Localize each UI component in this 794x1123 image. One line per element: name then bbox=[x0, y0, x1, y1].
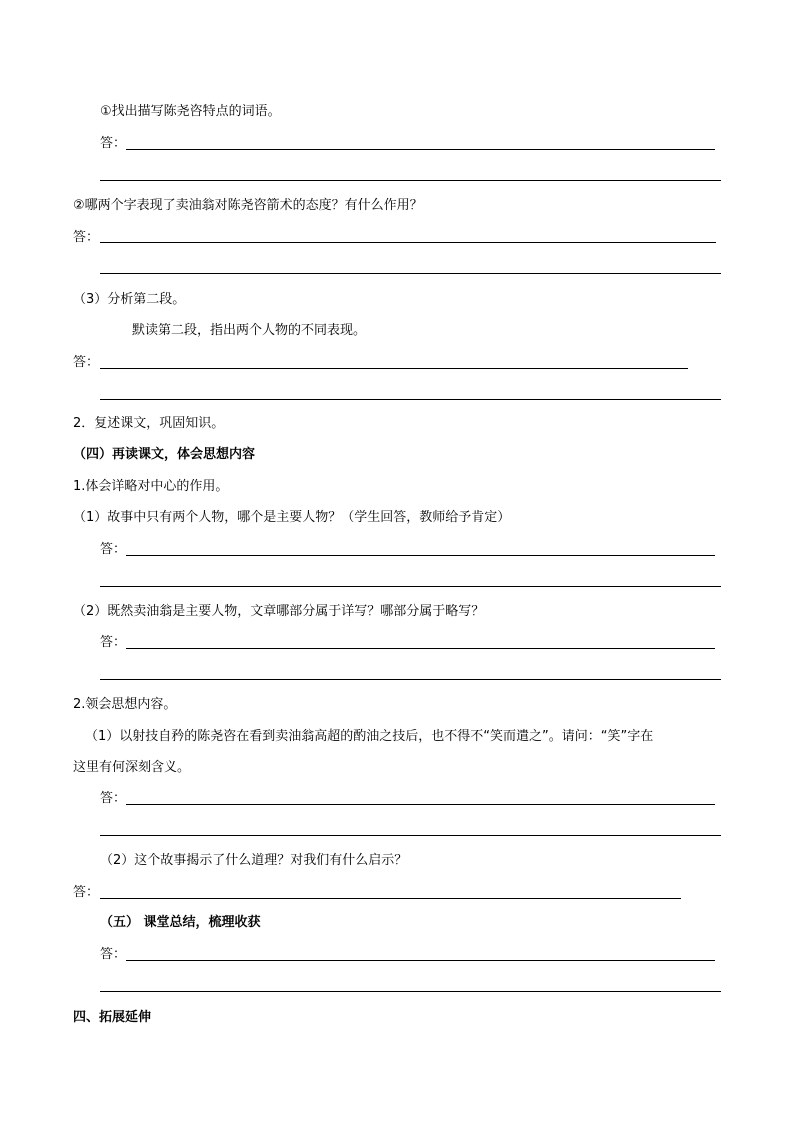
question-story-lesson: （2）这个故事揭示了什么道理？对我们有什么启示？ bbox=[100, 853, 408, 868]
answer-label: 答： bbox=[73, 230, 100, 245]
answer-line[interactable] bbox=[126, 960, 715, 961]
answer-label: 答： bbox=[100, 947, 127, 962]
answer-line[interactable] bbox=[126, 149, 715, 150]
item-understand-content: 2.领会思想内容。 bbox=[73, 697, 177, 712]
answer-line[interactable] bbox=[100, 898, 681, 899]
question-detailed-brief: （2）既然卖油翁是主要人物，文章哪部分属于详写？哪部分属于略写？ bbox=[73, 604, 485, 619]
question-analyze-paragraph: （3）分析第二段。 bbox=[73, 292, 186, 307]
answer-label: 答： bbox=[73, 885, 100, 900]
answer-line[interactable] bbox=[100, 586, 721, 587]
question-main-character: （1）故事中只有两个人物，哪个是主要人物？（学生回答，教师给予肯定） bbox=[73, 510, 511, 525]
answer-line[interactable] bbox=[100, 368, 688, 369]
question-find-words: ①找出描写陈尧咨特点的词语。 bbox=[100, 104, 281, 119]
answer-line[interactable] bbox=[100, 273, 721, 274]
answer-line[interactable] bbox=[100, 835, 721, 836]
answer-line[interactable] bbox=[126, 555, 715, 556]
answer-label: 答： bbox=[100, 542, 127, 557]
instruction-read-paragraph: 默读第二段，指出两个人物的不同表现。 bbox=[132, 323, 367, 338]
answer-label: 答： bbox=[73, 355, 100, 370]
question-laugh-meaning-line2: 这里有何深刻含义。 bbox=[73, 760, 191, 775]
answer-line[interactable] bbox=[100, 991, 721, 992]
section-heading-extension: 四、拓展延伸 bbox=[73, 1010, 152, 1025]
answer-label: 答： bbox=[100, 791, 127, 806]
answer-line[interactable] bbox=[100, 242, 716, 243]
answer-line[interactable] bbox=[126, 648, 715, 649]
answer-line[interactable] bbox=[100, 679, 721, 680]
answer-label: 答： bbox=[100, 136, 127, 151]
answer-line[interactable] bbox=[100, 180, 721, 181]
section-heading-summary: （五） 课堂总结，梳理收获 bbox=[100, 915, 261, 930]
section-retell: 2．复述课文，巩固知识。 bbox=[73, 416, 225, 431]
question-laugh-meaning-line1: （1）以射技自矜的陈尧咨在看到卖油翁高超的酌油之技后，也不得不“笑而遣之”。请问：“笑”字在 bbox=[85, 729, 654, 744]
answer-label: 答： bbox=[100, 635, 127, 650]
answer-line[interactable] bbox=[126, 804, 715, 805]
answer-line[interactable] bbox=[100, 399, 721, 400]
question-two-chars: ②哪两个字表现了卖油翁对陈尧咨箭术的态度？有什么作用？ bbox=[73, 198, 423, 213]
item-detail-importance: 1.体会详略对中心的作用。 bbox=[73, 479, 229, 494]
section-heading-reread: （四）再读课文，体会思想内容 bbox=[73, 447, 256, 462]
